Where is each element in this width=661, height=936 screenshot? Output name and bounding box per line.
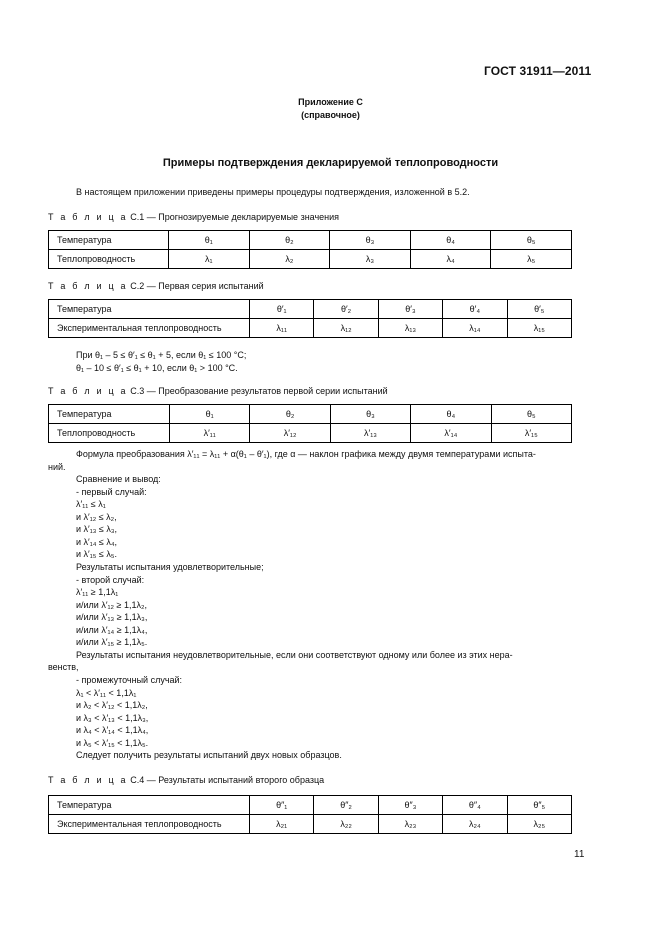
table-cell: θ″₄	[443, 796, 507, 815]
table-cell: λ₅	[491, 250, 572, 269]
body-line: и λ′₁₅ ≤ λ₅.	[76, 549, 117, 560]
table-cell: θ″₂	[314, 796, 378, 815]
table-caption-c3	[48, 386, 388, 397]
table-cell: θ′₁	[250, 300, 314, 319]
table-cell: θ₁	[169, 231, 250, 250]
table-c4	[48, 795, 572, 834]
table-cell: λ₁₅	[507, 319, 571, 338]
table-cell: λ₃	[330, 250, 411, 269]
table-caption-text: — Результаты испытаний второго образца	[146, 775, 325, 785]
table-cell: λ₂₅	[507, 815, 571, 834]
table-cell: θ₃	[330, 405, 410, 424]
table-caption-text: — Прогнозируемые декларируемые значения	[146, 212, 340, 222]
table-row	[49, 319, 572, 338]
table-caption-number: С.3	[130, 386, 145, 396]
table-cell: θ′₃	[378, 300, 442, 319]
table-cell: θ₄	[410, 231, 491, 250]
table-cell: λ₁₂	[314, 319, 378, 338]
body-line: - первый случай:	[76, 486, 147, 497]
table-row	[49, 231, 572, 250]
table-cell: θ′₂	[314, 300, 378, 319]
body-line: Результаты испытания неудовлетворительные, если они соответствуют одному или более из этих нера-	[76, 649, 513, 660]
row-label: Теплопроводность	[49, 424, 170, 443]
table-cell: λ₂	[249, 250, 330, 269]
table-cell: λ₂₃	[378, 815, 442, 834]
standard-designation: ГОСТ 31911—2011	[484, 64, 592, 78]
body-line: и λ₃ < λ′₁₃ < 1,1λ₃,	[76, 712, 149, 723]
table-cell: λ′₁₄	[411, 424, 491, 443]
table-caption-c1	[48, 212, 339, 223]
table-c3	[48, 404, 572, 443]
intro-paragraph: В настоящем приложении приведены примеры процедуры подтверждения, изложенной в 5.2.	[76, 187, 470, 197]
table-cell: λ′₁₃	[330, 424, 410, 443]
table-cell: λ′₁₅	[491, 424, 571, 443]
table-row	[49, 300, 572, 319]
table-cell: θ″₃	[378, 796, 442, 815]
table-caption-number: С.2	[130, 281, 145, 291]
body-line: Сравнение и вывод:	[76, 474, 161, 485]
body-line: и λ′₁₄ ≤ λ₄,	[76, 536, 118, 547]
table-cell: λ₁	[169, 250, 250, 269]
table-cell: θ₄	[411, 405, 491, 424]
table-cell: θ₁	[170, 405, 250, 424]
body-line: - промежуточный случай:	[76, 674, 183, 685]
row-label: Теплопроводность	[49, 250, 169, 269]
table-cell: θ″₅	[507, 796, 571, 815]
body-line: и/или λ′₁₃ ≥ 1,1λ₃,	[76, 612, 148, 623]
table-caption-number: С.4	[130, 775, 145, 785]
note-line: θ₁ – 10 ≤ θ′₁ ≤ θ₁ + 10, если θ₁ > 100 °С.	[76, 363, 238, 373]
row-label: Экспериментальная теплопроводность	[49, 815, 250, 834]
body-line: λ′₁₁ ≤ λ₁	[76, 499, 106, 510]
table-c2	[48, 299, 572, 338]
body-line: Следует получить результаты испытаний двух новых образцов.	[76, 750, 342, 761]
body-line: и/или λ′₁₂ ≥ 1,1λ₂,	[76, 599, 147, 610]
table-caption-word: Т а б л и ц а	[48, 386, 128, 396]
table-caption-c2	[48, 281, 264, 292]
body-line: и λ′₁₃ ≤ λ₃,	[76, 524, 118, 535]
table-cell: θ″₁	[250, 796, 314, 815]
body-line: Результаты испытания удовлетворительные;	[76, 562, 264, 572]
table-caption-text: — Преобразование результатов первой серии испытаний	[146, 386, 388, 396]
table-caption-text: — Первая серия испытаний	[146, 281, 264, 291]
body-line: венств,	[48, 662, 79, 673]
body-line: λ₁ < λ′₁₁ < 1,1λ₁	[76, 687, 137, 698]
table-caption-word: Т а б л и ц а	[48, 212, 128, 222]
body-line: и λ₂ < λ′₁₂ < 1,1λ₂,	[76, 700, 148, 710]
row-label: Температура	[49, 796, 250, 815]
table-cell: θ₅	[491, 405, 571, 424]
table-row	[49, 250, 572, 269]
table-c1	[48, 230, 572, 269]
table-cell: θ′₅	[507, 300, 571, 319]
table-cell: λ₁₁	[250, 319, 314, 338]
table-cell: θ₂	[250, 405, 330, 424]
body-line: и λ₅ < λ′₁₅ < 1,1λ₅.	[76, 737, 149, 748]
table-caption-number: С.1	[130, 212, 145, 222]
row-label: Температура	[49, 405, 170, 424]
body-line: ний.	[48, 461, 66, 472]
body-line: и λ₄ < λ′₁₄ < 1,1λ₄,	[76, 725, 149, 736]
table-cell: θ₂	[249, 231, 330, 250]
page-number: 11	[574, 849, 585, 860]
body-line: и/или λ′₁₅ ≥ 1,1λ₅.	[76, 637, 148, 648]
body-line: - второй случай:	[76, 574, 145, 585]
table-row	[49, 405, 572, 424]
body-line: Формула преобразования λ′₁₁ = λ₁₁ + α(θ₁ – θ′₁), где α — наклон графика между двумя температурами испыта-	[76, 449, 536, 459]
table-cell: λ′₁₁	[170, 424, 250, 443]
body-line: и/или λ′₁₄ ≥ 1,1λ₄,	[76, 624, 148, 635]
row-label: Температура	[49, 231, 169, 250]
table-caption-word: Т а б л и ц а	[48, 281, 128, 291]
table-caption-word: Т а б л и ц а	[48, 775, 128, 785]
row-label: Экспериментальная теплопроводность	[49, 319, 250, 338]
table-cell: λ₂₂	[314, 815, 378, 834]
table-row	[49, 815, 572, 834]
table-cell: λ₁₄	[443, 319, 507, 338]
table-cell: θ′₄	[443, 300, 507, 319]
section-heading: Примеры подтверждения декларируемой теплопроводности	[162, 157, 499, 169]
table-row	[49, 796, 572, 815]
table-cell: λ₂₄	[443, 815, 507, 834]
table-cell: λ₁₃	[378, 319, 442, 338]
table-cell: λ₂₁	[250, 815, 314, 834]
table-caption-c4	[48, 775, 324, 786]
row-label: Температура	[49, 300, 250, 319]
appendix-title: Приложение С	[298, 97, 363, 107]
body-line: и λ′₁₂ ≤ λ₂,	[76, 511, 117, 522]
table-cell: θ₅	[491, 231, 572, 250]
table-cell: λ′₁₂	[250, 424, 330, 443]
table-cell: θ₃	[330, 231, 411, 250]
note-line: При θ₁ – 5 ≤ θ′₁ ≤ θ₁ + 5, если θ₁ ≤ 100 °С;	[76, 350, 247, 360]
body-line: λ′₁₁ ≥ 1,1λ₁	[76, 587, 119, 597]
appendix-type: (справочное)	[301, 110, 360, 120]
table-row	[49, 424, 572, 443]
table-cell: λ₄	[410, 250, 491, 269]
